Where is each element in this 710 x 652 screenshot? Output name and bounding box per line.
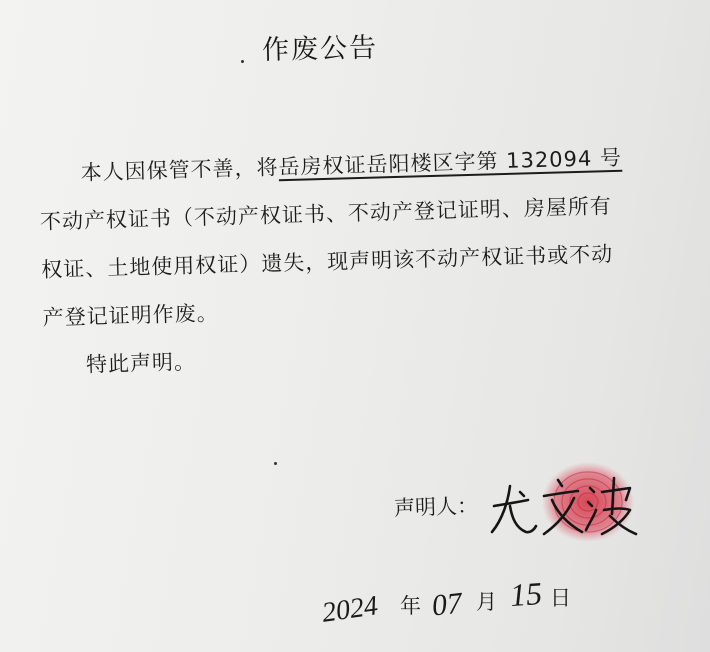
body-lead-text: 本人因保管不善，将 <box>80 155 279 185</box>
notice-body <box>38 132 684 390</box>
date-day-unit: 日 <box>550 586 571 610</box>
ink-dot <box>241 60 244 63</box>
declarant-label: 声明人： <box>393 493 479 521</box>
notice-title: 作废公告 <box>261 32 379 66</box>
body-line-2: 不动产权证书（不动产权证书、不动产登记证明、房屋所有 <box>39 194 613 234</box>
body-line-3: 权证、土地使用权证）遗失，现声明该不动产权证书或不动 <box>41 241 614 282</box>
closing-statement: 特此声明。 <box>85 349 197 377</box>
signature-with-fingerprint <box>480 458 650 558</box>
body-line-4: 产登记证明作废。 <box>42 301 219 330</box>
date-month: 07 <box>430 586 464 623</box>
handwritten-date <box>300 568 600 640</box>
certificate-number: 岳房权证岳阳楼区字第 132094 号 <box>278 145 623 180</box>
date-year: 2024 <box>320 590 380 629</box>
date-year-unit: 年 <box>400 594 421 618</box>
date-month-unit: 月 <box>476 590 497 614</box>
ink-dot <box>274 462 277 465</box>
date-day: 15 <box>508 574 544 614</box>
